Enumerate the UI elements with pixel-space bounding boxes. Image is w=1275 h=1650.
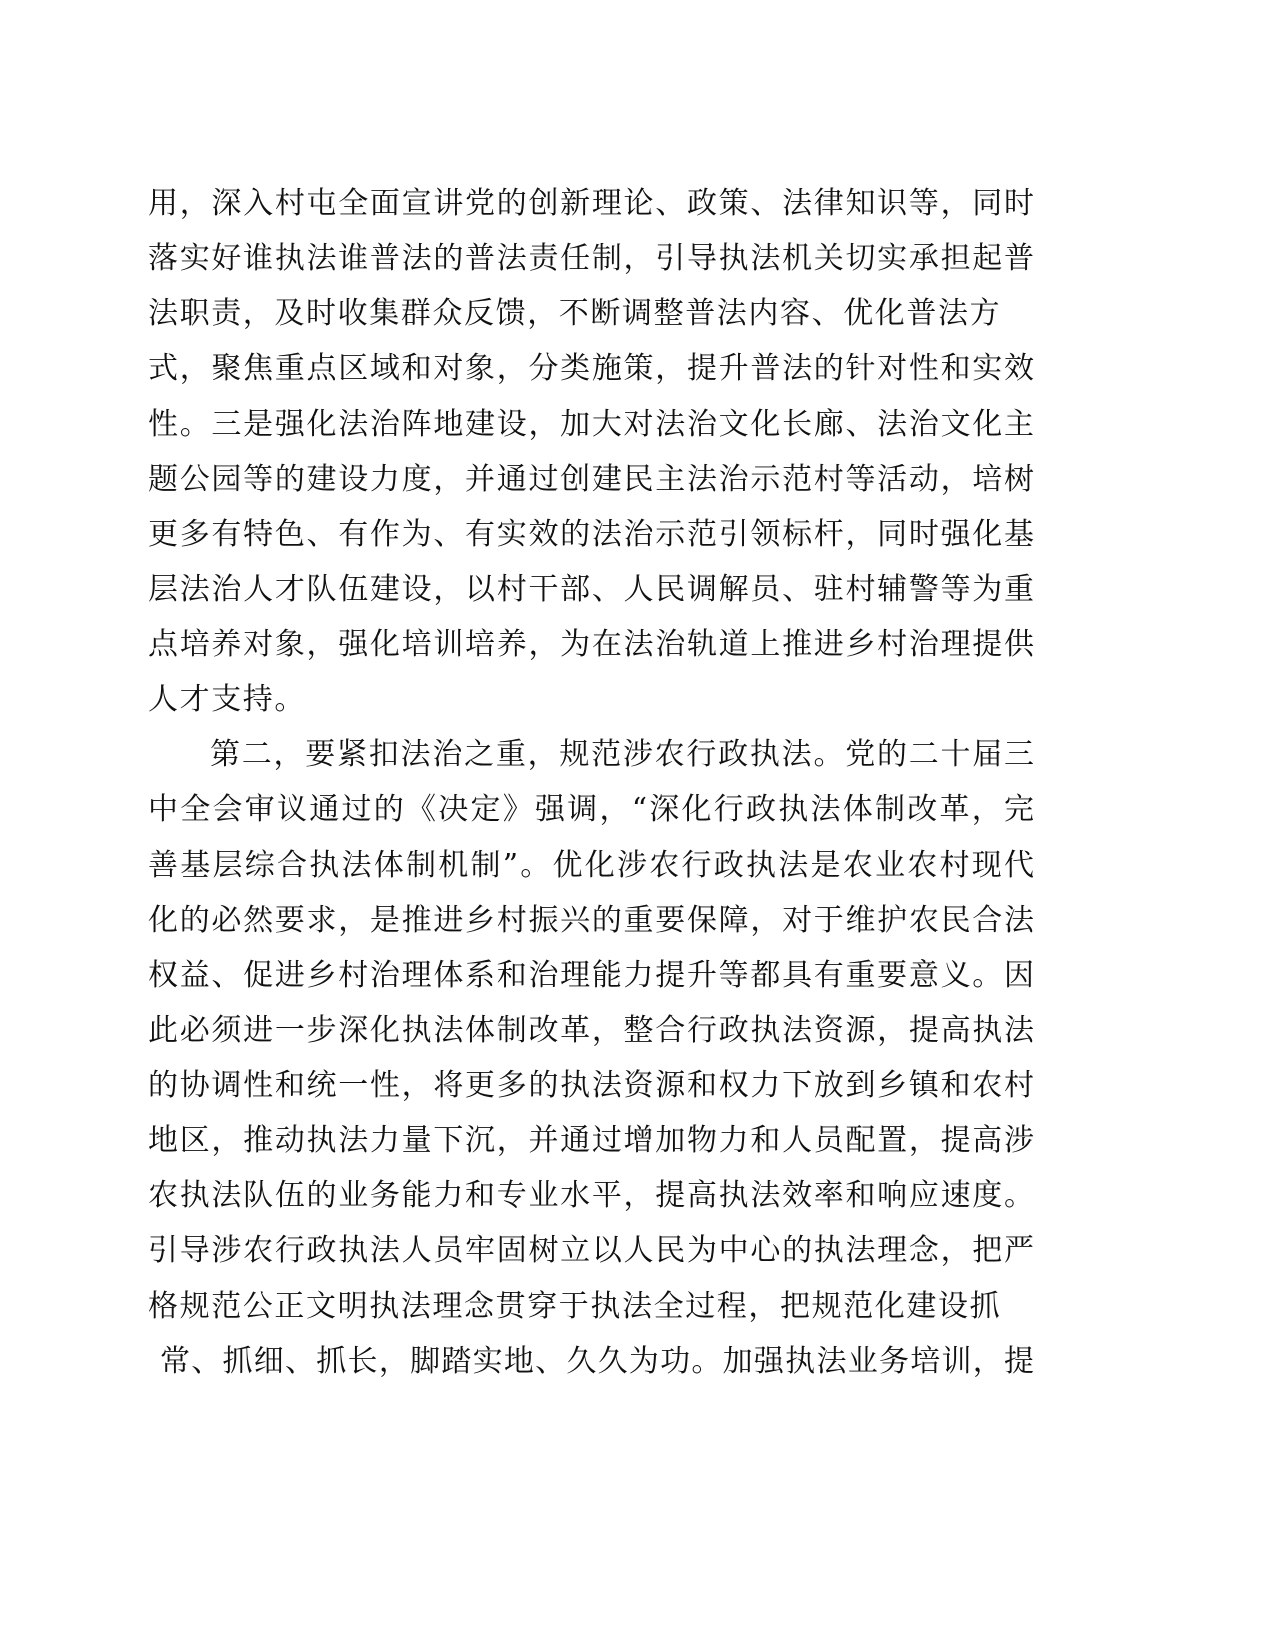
text-line: 农执法队伍的业务能力和专业水平，提高执法效率和响应速度。 [148, 1178, 1034, 1214]
text-line: 题公园等的建设力度，并通过创建民主法治示范村等活动，培树 [148, 461, 1034, 497]
text-line: 权益、促进乡村治理体系和治理能力提升等都具有重要意义。因 [148, 957, 1034, 993]
text-line: 用，深入村屯全面宣讲党的创新理论、政策、法律知识等，同时 [148, 186, 1034, 221]
text-line: 化的必然要求，是推进乡村振兴的重要保障，对于维护农民合法 [148, 902, 1034, 938]
text-line: 地区，推动执法力量下沉，并通过增加物力和人员配置，提高涉 [148, 1123, 1034, 1159]
text-line: 落实好谁执法谁普法的普法责任制，引导执法机关切实承担起普 [148, 241, 1034, 277]
text-line: 更多有特色、有作为、有实效的法治示范引领标杆，同时强化基 [148, 516, 1034, 552]
text-line: 法职责，及时收集群众反馈，不断调整普法内容、优化普法方 [148, 296, 1002, 332]
text-line: 中全会审议通过的《决定》强调，“深化行政执法体制改革，完 [148, 792, 1034, 828]
text-line: 引导涉农行政执法人员牢固树立以人民为中心的执法理念，把严 [148, 1233, 1034, 1269]
text-line: 格规范公正文明执法理念贯穿于执法全过程，把规范化建设抓 [148, 1288, 1002, 1324]
text-line: 层法治人才队伍建设，以村干部、人民调解员、驻村辅警等为重 [148, 571, 1034, 607]
text-line: 点培养对象，强化培训培养，为在法治轨道上推进乡村治理提供 [148, 627, 1034, 662]
text-line: 性。三是强化法治阵地建设，加大对法治文化长廊、法治文化主 [148, 406, 1034, 442]
text-line: 常、抓细、抓长，脚踏实地、久久为功。加强执法业务培训，提 [160, 1343, 1034, 1379]
paragraph-start-line: 第二，要紧扣法治之重，规范涉农行政执法。党的二十届三 [210, 737, 1034, 773]
text-line: 人才支持。 [148, 682, 306, 718]
text-line: 式，聚焦重点区域和对象，分类施策，提升普法的针对性和实效 [148, 351, 1034, 387]
text-line: 的协调性和统一性，将更多的执法资源和权力下放到乡镇和农村 [148, 1068, 1034, 1103]
body-text [148, 176, 1034, 1389]
text-line: 善基层综合执法体制机制”。优化涉农行政执法是农业农村现代 [148, 847, 1034, 883]
text-line: 此必须进一步深化执法体制改革，整合行政执法资源，提高执法 [148, 1012, 1034, 1048]
